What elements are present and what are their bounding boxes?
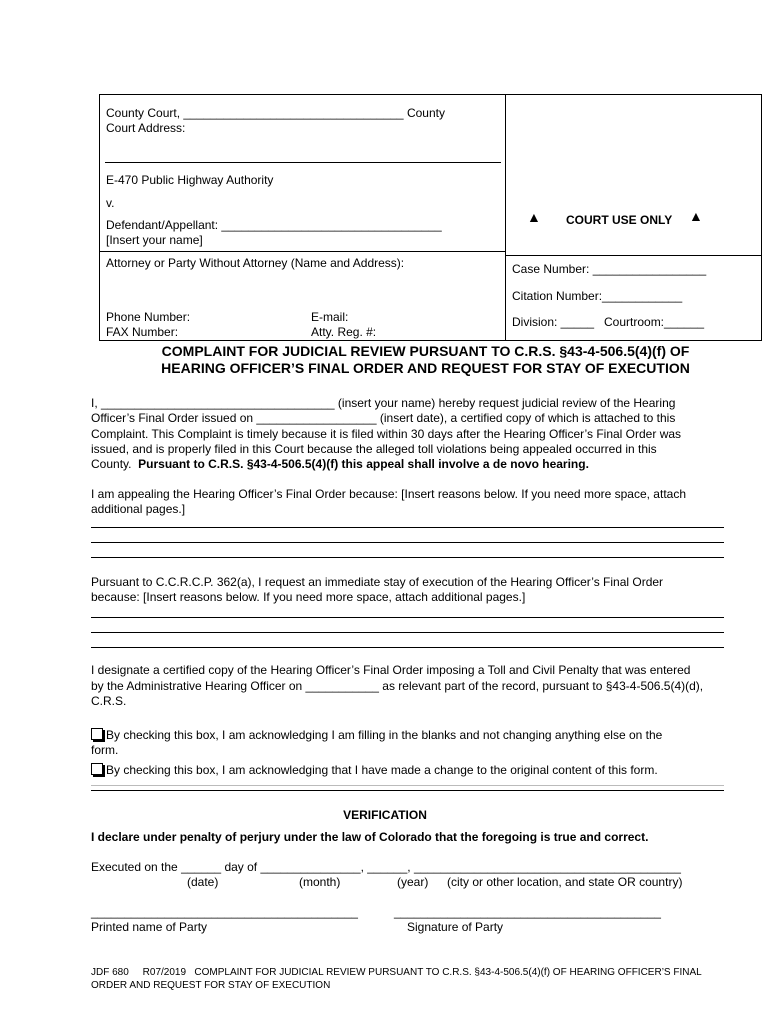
address-underline bbox=[105, 162, 501, 163]
para1-line: I, ___________________________________ (insert your name) hereby request judicial review of the Hearing bbox=[91, 396, 676, 410]
footer-line1: JDF 680 R07/2019 COMPLAINT FOR JUDICIAL REVIEW PURSUANT TO C.R.S. §43-4-506.5(4)(f) OF HEARING OFFICER’S FINAL bbox=[91, 967, 702, 978]
reasons-blank-line[interactable] bbox=[91, 557, 724, 558]
triangle-up-icon: ▲ bbox=[527, 209, 541, 225]
checkbox-changes-row bbox=[91, 762, 658, 777]
fax-label: FAX Number: bbox=[106, 325, 179, 339]
para2-line: I am appealing the Hearing Officer’s Final Order because: [Insert reasons below. If you need more space, attach bbox=[91, 487, 686, 501]
courtroom-field: Courtroom:______ bbox=[604, 315, 705, 329]
signature-label: Signature of Party bbox=[407, 920, 504, 934]
printed-name-label: Printed name of Party bbox=[91, 920, 208, 934]
stay-reasons-blank-line[interactable] bbox=[91, 617, 724, 618]
court-use-only-label: COURT USE ONLY bbox=[566, 213, 673, 227]
para3-line: Pursuant to C.C.R.C.P. 362(a), I request an immediate stay of execution of the Hearing Officer’s Final Order bbox=[91, 575, 664, 589]
printed-name-blank[interactable]: ________________________________________ bbox=[91, 905, 358, 919]
para1-last-line bbox=[91, 457, 589, 471]
label-month: (month) bbox=[299, 875, 341, 889]
para2-line: additional pages.] bbox=[91, 502, 186, 516]
signature-blank[interactable]: ________________________________________ bbox=[394, 905, 661, 919]
email-label: E-mail: bbox=[311, 310, 349, 324]
checkbox-changes-made[interactable] bbox=[91, 763, 103, 775]
defendant-name-placeholder: [Insert your name] bbox=[106, 233, 203, 247]
left-section-divider bbox=[99, 251, 505, 252]
verification-declaration: I declare under penalty of perjury under the law of Colorado that the foregoing is true and correct. bbox=[91, 830, 649, 844]
para1-line: issued, and is properly filed in this Court because the alleged toll violations being appealed occurred in this bbox=[91, 442, 657, 456]
document-title-line2: HEARING OFFICER’S FINAL ORDER AND REQUEST FOR STAY OF EXECUTION bbox=[161, 360, 690, 376]
de-novo-statement: Pursuant to C.R.S. §43-4-506.5(4)(f) this appeal shall involve a de novo hearing. bbox=[138, 457, 589, 471]
para1-line: Officer’s Final Order issued on __________________ (insert date), a certified copy of which is attached to this bbox=[91, 411, 676, 425]
court-address-label: Court Address: bbox=[106, 121, 186, 135]
document-title-line1: COMPLAINT FOR JUDICIAL REVIEW PURSUANT TO C.R.S. §43-4-506.5(4)(f) OF bbox=[161, 343, 690, 359]
right-section-divider bbox=[505, 255, 761, 256]
para1-last-plain: County. bbox=[91, 457, 139, 471]
triangle-up-icon: ▲ bbox=[689, 208, 703, 224]
division-field: Division: _____ bbox=[512, 315, 595, 329]
checkbox-no-changes[interactable] bbox=[91, 728, 103, 740]
reasons-blank-line[interactable] bbox=[91, 542, 724, 543]
label-location: (city or other location, and state OR country) bbox=[447, 875, 683, 889]
separator-line-top bbox=[91, 785, 724, 786]
citation-number-field: Citation Number:____________ bbox=[512, 289, 683, 303]
separator-line-bottom bbox=[91, 790, 724, 791]
caption-divider-vertical bbox=[505, 94, 506, 340]
case-number-field: Case Number: _________________ bbox=[512, 262, 707, 276]
atty-reg-label: Atty. Reg. #: bbox=[311, 325, 377, 339]
para3-line: because: [Insert reasons below. If you need more space, attach additional pages.] bbox=[91, 590, 526, 604]
para4-line: C.R.S. bbox=[91, 694, 127, 708]
court-line: County Court, _________________________________ County bbox=[106, 106, 445, 120]
attorney-label: Attorney or Party Without Attorney (Name and Address): bbox=[106, 256, 405, 270]
footer-line2: ORDER AND REQUEST FOR STAY OF EXECUTION bbox=[91, 980, 331, 991]
phone-label: Phone Number: bbox=[106, 310, 191, 324]
para4-line: I designate a certified copy of the Hearing Officer’s Final Order imposing a Toll and Civil Penalty that was entered bbox=[91, 663, 691, 677]
versus-label: v. bbox=[106, 196, 115, 210]
label-date: (date) bbox=[187, 875, 219, 889]
para1-line: Complaint. This Complaint is timely because it is filed within 30 days after the Hearing Officer’s Final Order was bbox=[91, 427, 682, 441]
label-year: (year) bbox=[397, 875, 429, 889]
verification-heading: VERIFICATION bbox=[343, 808, 427, 822]
checkbox-no-changes-label: By checking this box, I am acknowledging I am filling in the blanks and not changing anything else on the bbox=[106, 728, 663, 742]
reasons-blank-line[interactable] bbox=[91, 527, 724, 528]
checkbox-no-changes-row bbox=[91, 727, 662, 742]
stay-reasons-blank-line[interactable] bbox=[91, 632, 724, 633]
plaintiff-name: E-470 Public Highway Authority bbox=[106, 173, 274, 187]
checkbox-changes-made-label: By checking this box, I am acknowledging that I have made a change to the original content of this form. bbox=[106, 763, 658, 777]
executed-line: Executed on the ______ day of _______________, ______, ________________________________________ bbox=[91, 860, 681, 874]
para4-line: by the Administrative Hearing Officer on ___________ as relevant part of the record, pursuant to §43-4-506.5(4)(d), bbox=[91, 679, 704, 693]
checkbox-no-changes-label-cont: form. bbox=[91, 743, 119, 757]
defendant-line: Defendant/Appellant: _________________________________ bbox=[106, 218, 442, 232]
stay-reasons-blank-line[interactable] bbox=[91, 647, 724, 648]
